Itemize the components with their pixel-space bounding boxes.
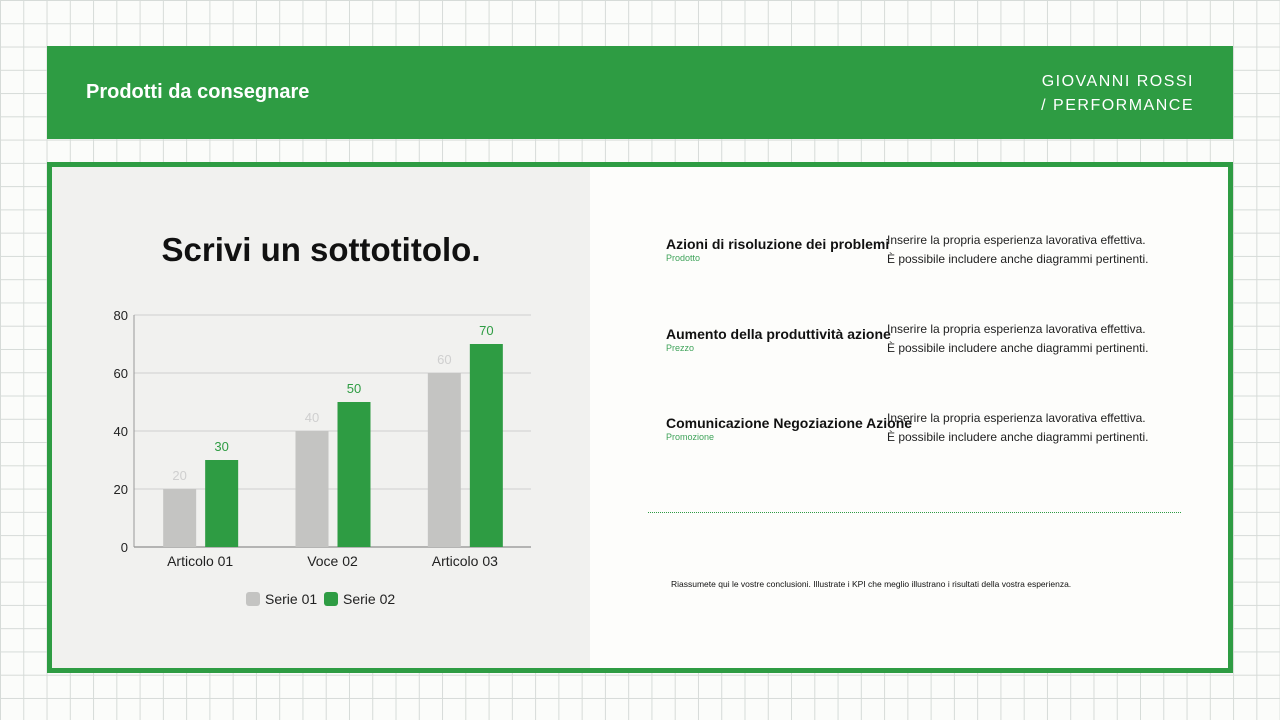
bar-serie-01 xyxy=(163,489,196,547)
desc-line: È possibile includere anche diagrammi pertinenti. xyxy=(887,430,1149,444)
y-tick-label: 40 xyxy=(113,424,128,439)
conclusion-text: Riassumete qui le vostre conclusioni. Illustrate i KPI che meglio illustrano i risultati della vostra esperienza. xyxy=(671,579,1072,589)
list-item xyxy=(666,415,912,442)
data-label: 40 xyxy=(304,410,320,425)
list-item xyxy=(666,236,889,263)
data-label: 30 xyxy=(214,439,229,454)
page-title: Prodotti da consegnare xyxy=(86,81,310,103)
desc-line: È possibile includere anche diagrammi pertinenti. xyxy=(887,341,1149,355)
item-title: Comunicazione Negoziazione Azione xyxy=(666,415,913,431)
item-title: Aumento della produttività azione xyxy=(666,326,891,342)
chart-panel xyxy=(52,167,590,668)
list-item xyxy=(666,326,891,353)
chart-subtitle: Scrivi un sottotitolo. xyxy=(161,231,481,268)
legend-swatch xyxy=(324,592,338,606)
content-panel xyxy=(47,162,1233,673)
item-description xyxy=(887,231,1148,269)
data-label: 60 xyxy=(437,352,452,367)
data-label: 20 xyxy=(172,468,187,483)
y-tick-label: 0 xyxy=(120,540,128,555)
item-description xyxy=(887,409,1148,447)
bar-serie-02 xyxy=(205,460,238,547)
legend-label: Serie 02 xyxy=(343,591,396,607)
y-tick-label: 20 xyxy=(113,482,128,497)
bar-serie-01 xyxy=(296,431,329,547)
author-section: / PERFORMANCE xyxy=(1041,97,1194,114)
item-subtitle: Prodotto xyxy=(666,253,701,263)
desc-line: È possibile includere anche diagrammi pertinenti. xyxy=(887,252,1149,266)
x-tick-label: Articolo 03 xyxy=(431,553,498,569)
divider xyxy=(648,512,1181,513)
desc-line: Inserire la propria esperienza lavorativa effettiva. xyxy=(887,233,1146,247)
x-tick-label: Voce 02 xyxy=(307,553,358,569)
desc-line: Inserire la propria esperienza lavorativa effettiva. xyxy=(887,322,1146,336)
item-subtitle: Prezzo xyxy=(666,343,695,353)
item-description xyxy=(887,320,1148,358)
bar-serie-02 xyxy=(338,402,371,547)
bar-serie-01 xyxy=(428,373,461,547)
legend-label: Serie 01 xyxy=(265,591,318,607)
desc-line: Inserire la propria esperienza lavorativa effettiva. xyxy=(887,411,1146,425)
data-label: 50 xyxy=(346,381,362,396)
x-tick-label: Articolo 01 xyxy=(167,553,234,569)
bar-chart xyxy=(52,167,590,668)
legend-swatch xyxy=(246,592,260,606)
header-banner xyxy=(47,46,1233,139)
bar-serie-02 xyxy=(470,344,503,547)
author-name: GIOVANNI ROSSI xyxy=(1041,73,1194,90)
y-tick-label: 60 xyxy=(113,366,128,381)
data-label: 70 xyxy=(479,323,494,338)
y-tick-label: 80 xyxy=(113,308,128,323)
author-label xyxy=(1041,70,1194,118)
item-subtitle: Promozione xyxy=(666,432,715,442)
item-title: Azioni di risoluzione dei problemi xyxy=(666,236,890,252)
